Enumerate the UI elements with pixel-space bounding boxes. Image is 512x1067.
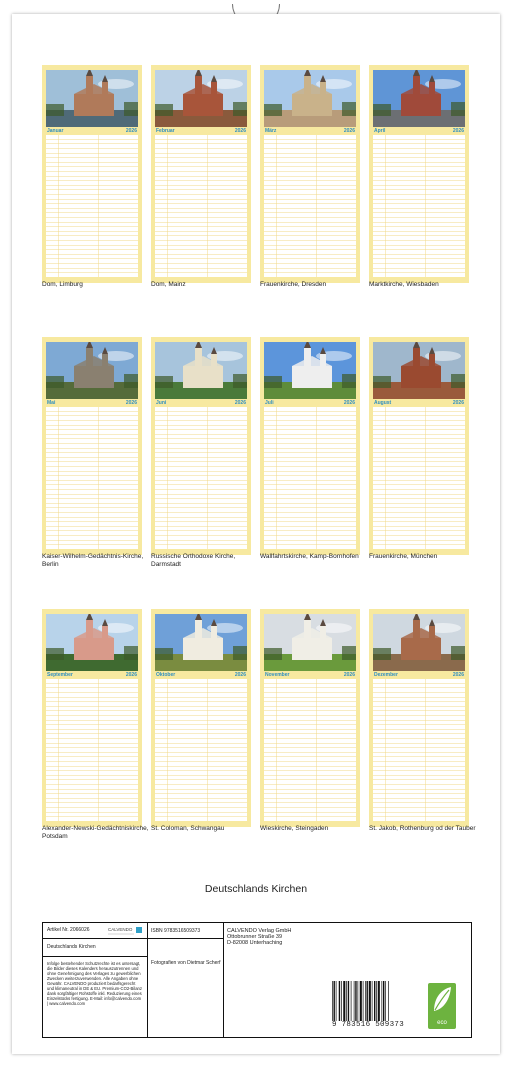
publisher-street: Ottobrunner Straße 39	[227, 934, 283, 940]
month-header	[155, 400, 247, 406]
month-header	[264, 672, 356, 678]
product-name: Deutschlands Kirchen	[47, 944, 96, 950]
day-grid	[373, 407, 465, 549]
church-photo	[155, 614, 247, 671]
eco-badge	[428, 983, 456, 1029]
month-year: 2026	[452, 400, 464, 406]
day-grid	[373, 679, 465, 821]
day-grid	[264, 135, 356, 277]
church-photo	[46, 70, 138, 127]
month-year: 2026	[125, 672, 137, 678]
day-grid	[155, 135, 247, 277]
month-year: 2026	[234, 128, 246, 134]
month-card-oktober	[151, 609, 251, 827]
month-year: 2026	[234, 400, 246, 406]
month-card-september	[42, 609, 142, 827]
disclaimer-text: Infolge bestehender Schutzrechte ist es untersagt, die Bilder dieses Kalenders herauszutrennen und ohne Genehmigung des Verlages zu gewerblichen Zwecken weiterzuverwenden. Alle Angaben ohne Gewähr. CALVENDO produziert bedarfsgerecht und klimaneutral in DE & EU. Premium-CO2-Bilanz dank sorgfältiger Rohstoffe inkl. Reduzierung eines Einzelstücks fertigung. E-Mail: info@calvendo.com | www.calvendo.com	[47, 961, 142, 1006]
month-name: September	[47, 672, 73, 678]
month-name: November	[265, 672, 290, 678]
month-card-juli	[260, 337, 360, 555]
photo-caption: Kaiser-Wilhelm-Gedächtnis-Kirche, Berlin	[42, 553, 144, 568]
church-photo	[373, 70, 465, 127]
photo-caption: St. Coloman, Schwangau	[151, 825, 225, 832]
barcode	[330, 981, 410, 1021]
month-header	[46, 128, 138, 134]
photo-caption: Frauenkirche, München	[369, 553, 438, 560]
month-header	[46, 672, 138, 678]
month-card-november	[260, 609, 360, 827]
month-card-märz	[260, 65, 360, 283]
month-card-januar	[42, 65, 142, 283]
month-header	[155, 128, 247, 134]
month-year: 2026	[125, 400, 137, 406]
eco-label: eco	[437, 1020, 447, 1026]
month-name: April	[374, 128, 386, 134]
barcode-number: 9 783516 509373	[331, 1021, 404, 1029]
svg-text:CALVENDO: CALVENDO	[108, 927, 133, 932]
church-photo	[264, 342, 356, 399]
month-year: 2026	[125, 128, 137, 134]
church-photo	[373, 342, 465, 399]
day-grid	[264, 407, 356, 549]
month-year: 2026	[452, 672, 464, 678]
month-name: Juni	[156, 400, 167, 406]
month-name: Oktober	[156, 672, 176, 678]
day-grid	[264, 679, 356, 821]
church-photo	[264, 70, 356, 127]
day-grid	[155, 407, 247, 549]
isbn: ISBN 9783516509373	[151, 928, 201, 934]
photo-caption: Marktkirche, Wiesbaden	[369, 281, 439, 288]
month-card-august	[369, 337, 469, 555]
day-grid	[46, 135, 138, 277]
month-name: August	[374, 400, 392, 406]
day-grid	[46, 407, 138, 549]
photo-caption: Wieskirche, Steingaden	[260, 825, 329, 832]
month-year: 2026	[343, 128, 355, 134]
month-name: März	[265, 128, 277, 134]
month-card-februar	[151, 65, 251, 283]
month-card-mai	[42, 337, 142, 555]
month-year: 2026	[452, 128, 464, 134]
month-header	[373, 400, 465, 406]
month-header	[373, 672, 465, 678]
day-grid	[373, 135, 465, 277]
photo-caption: Wallfahrtskirche, Kamp-Bornhofen	[260, 553, 359, 560]
month-card-juni	[151, 337, 251, 555]
photo-caption: Alexander-Newski-Gedächtniskirche, Potsdam	[42, 825, 149, 840]
month-header	[264, 400, 356, 406]
month-header	[264, 128, 356, 134]
church-photo	[46, 342, 138, 399]
calendar-title: Deutschlands Kirchen	[204, 883, 308, 895]
article-number: Artikel Nr. 2066026	[47, 927, 90, 933]
church-photo	[155, 70, 247, 127]
month-name: Juli	[265, 400, 274, 406]
month-header	[373, 128, 465, 134]
month-header	[155, 672, 247, 678]
day-grid	[155, 679, 247, 821]
day-grid	[46, 679, 138, 821]
photo-caption: Dom, Mainz	[151, 281, 186, 288]
month-year: 2026	[234, 672, 246, 678]
month-name: Mai	[47, 400, 56, 406]
photo-caption: Frauenkirche, Dresden	[260, 281, 327, 288]
publisher-city: D-82008 Unterhaching	[227, 940, 283, 946]
month-header	[46, 400, 138, 406]
photo-caption: Russische Orthodoxe Kirche, Darmstadt	[151, 553, 236, 568]
month-card-april	[369, 65, 469, 283]
publisher-name: CALVENDO Verlag GmbH	[227, 928, 292, 934]
photo-caption: St. Jakob, Rothenburg od der Tauber	[369, 825, 476, 832]
calvendo-logo	[108, 925, 144, 937]
month-name: Januar	[47, 128, 64, 134]
church-photo	[373, 614, 465, 671]
month-name: Dezember	[374, 672, 398, 678]
month-year: 2026	[343, 672, 355, 678]
church-photo	[264, 614, 356, 671]
church-photo	[46, 614, 138, 671]
photographer: Fotografien von Dietmar Scherf	[151, 960, 221, 966]
leaf-icon	[428, 983, 456, 1017]
photo-caption: Dom, Limburg	[42, 281, 83, 288]
church-photo	[155, 342, 247, 399]
month-year: 2026	[343, 400, 355, 406]
month-card-dezember	[369, 609, 469, 827]
month-name: Februar	[156, 128, 175, 134]
